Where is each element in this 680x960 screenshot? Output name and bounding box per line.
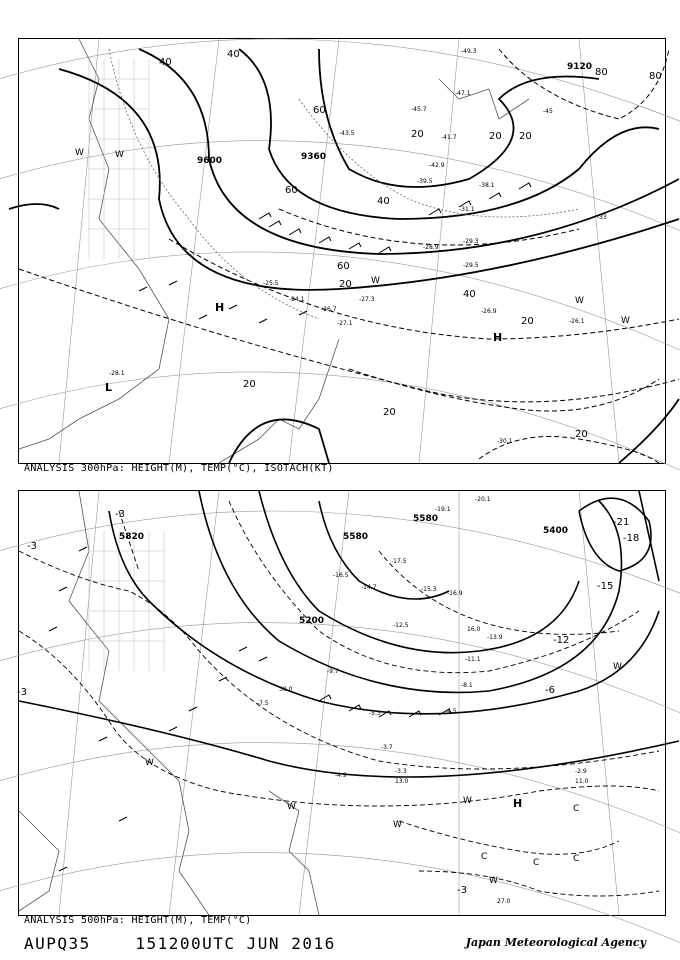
wind-barbs xyxy=(139,183,531,323)
height-labels xyxy=(197,62,592,166)
svg-text:W: W xyxy=(613,662,622,672)
svg-text:-6: -6 xyxy=(545,685,555,696)
svg-text:-12: -12 xyxy=(553,635,570,646)
svg-text:-27.3: -27.3 xyxy=(359,296,375,303)
svg-text:W: W xyxy=(145,758,154,768)
agency-name: Japan Meteorological Agency xyxy=(465,936,646,949)
svg-text:W: W xyxy=(287,802,296,812)
svg-text:20: 20 xyxy=(243,379,256,390)
graticule xyxy=(0,491,680,951)
svg-text:-20.1: -20.1 xyxy=(475,496,491,503)
isotach-contours xyxy=(19,49,679,463)
svg-text:W: W xyxy=(75,148,84,158)
svg-text:20: 20 xyxy=(519,131,532,142)
svg-text:60: 60 xyxy=(313,105,326,116)
svg-text:60: 60 xyxy=(337,261,350,272)
svg-text:-16.5: -16.5 xyxy=(333,572,349,579)
height-label-9600: 9600 xyxy=(197,156,223,166)
coastline xyxy=(19,491,319,915)
svg-text:-11.1: -11.1 xyxy=(465,656,481,663)
warm-centers xyxy=(75,148,630,326)
high-pressure-center: H xyxy=(493,331,503,344)
svg-text:-13.9: -13.9 xyxy=(487,634,503,641)
svg-text:20: 20 xyxy=(489,131,502,142)
svg-text:W: W xyxy=(621,316,630,326)
svg-text:-17.5: -17.5 xyxy=(391,558,407,565)
svg-text:-28.9: -28.9 xyxy=(423,244,439,251)
svg-text:-18: -18 xyxy=(623,533,640,544)
hatched-area xyxy=(89,531,164,671)
map-300hpa xyxy=(18,38,666,464)
svg-text:W: W xyxy=(463,796,472,806)
temp-values xyxy=(109,48,607,445)
height-label-9120: 9120 xyxy=(567,62,593,72)
svg-text:-4.5: -4.5 xyxy=(445,708,457,715)
svg-text:-4.9: -4.9 xyxy=(335,772,347,779)
svg-text:80: 80 xyxy=(595,67,608,78)
coastline xyxy=(19,39,529,463)
svg-text:-3: -3 xyxy=(457,885,467,896)
svg-text:W: W xyxy=(575,296,584,306)
height-labels xyxy=(119,514,568,626)
svg-text:W: W xyxy=(393,820,402,830)
svg-text:-30.1: -30.1 xyxy=(497,438,513,445)
caption-300hpa: ANALYSIS 300hPa: HEIGHT(M), TEMP(°C), ISOTACH(KT) xyxy=(24,463,334,474)
svg-text:30.0: 30.0 xyxy=(279,686,293,693)
svg-text:-24.1: -24.1 xyxy=(289,296,305,303)
svg-text:-42.9: -42.9 xyxy=(429,162,445,169)
height-label-5580: 5580 xyxy=(343,532,369,542)
svg-text:-14.7: -14.7 xyxy=(361,584,377,591)
svg-text:C: C xyxy=(533,858,540,868)
svg-text:-15.3: -15.3 xyxy=(421,586,437,593)
svg-text:-3: -3 xyxy=(115,509,125,520)
height-label-9360: 9360 xyxy=(301,152,327,162)
svg-text:C: C xyxy=(573,854,580,864)
svg-text:80: 80 xyxy=(649,71,662,82)
svg-text:-12.5: -12.5 xyxy=(393,622,409,629)
svg-text:40: 40 xyxy=(463,289,476,300)
svg-text:11.0: 11.0 xyxy=(575,778,589,785)
svg-text:-3: -3 xyxy=(27,541,37,552)
svg-text:-2.9: -2.9 xyxy=(575,768,587,775)
svg-text:-5.3: -5.3 xyxy=(369,710,381,717)
height-label-5400: 5400 xyxy=(543,526,569,536)
svg-text:-9.7: -9.7 xyxy=(327,668,339,675)
svg-text:-39.5: -39.5 xyxy=(417,178,433,185)
svg-text:-28.1: -28.1 xyxy=(109,370,125,377)
high-pressure-center: H xyxy=(513,797,523,810)
svg-text:-26.9: -26.9 xyxy=(481,308,497,315)
high-pressure-center: H xyxy=(215,301,225,314)
svg-text:-26.7: -26.7 xyxy=(321,306,337,313)
map-500hpa xyxy=(18,490,666,916)
svg-text:-21: -21 xyxy=(613,517,630,528)
height-label-5820: 5820 xyxy=(119,532,145,542)
svg-text:13.0: 13.0 xyxy=(395,778,409,785)
chart-code: AUPQ35 xyxy=(24,934,91,953)
svg-text:-29.3: -29.3 xyxy=(463,238,479,245)
svg-text:-29.5: -29.5 xyxy=(463,262,479,269)
graticule xyxy=(0,39,680,479)
svg-text:-38.1: -38.1 xyxy=(479,182,495,189)
svg-text:C: C xyxy=(573,804,580,814)
map-500hpa-canvas xyxy=(19,491,665,915)
svg-text:20: 20 xyxy=(411,129,424,140)
temp-contours xyxy=(19,501,659,896)
svg-text:-45: -45 xyxy=(543,108,553,115)
pressure-centers xyxy=(513,797,522,810)
svg-text:20: 20 xyxy=(339,279,352,290)
svg-text:-3.3: -3.3 xyxy=(395,768,407,775)
svg-text:-15: -15 xyxy=(597,581,614,592)
pressure-centers xyxy=(105,301,502,394)
svg-text:-33: -33 xyxy=(597,214,607,221)
svg-text:40: 40 xyxy=(159,57,172,68)
svg-text:W: W xyxy=(371,276,380,286)
map-300hpa-canvas xyxy=(19,39,665,463)
svg-text:W: W xyxy=(489,876,498,886)
svg-text:C: C xyxy=(481,852,488,862)
svg-text:-25.5: -25.5 xyxy=(263,280,279,287)
svg-text:-45.7: -45.7 xyxy=(411,106,427,113)
svg-text:27.0: 27.0 xyxy=(497,898,511,905)
svg-text:40: 40 xyxy=(377,196,390,207)
svg-text:-7.5: -7.5 xyxy=(257,700,269,707)
svg-text:16.0: 16.0 xyxy=(467,626,481,633)
caption-500hpa: ANALYSIS 500hPa: HEIGHT(M), TEMP(°C) xyxy=(24,915,252,926)
svg-text:60: 60 xyxy=(285,185,298,196)
svg-text:20: 20 xyxy=(383,407,396,418)
svg-text:-41.7: -41.7 xyxy=(441,134,457,141)
height-contours xyxy=(9,49,679,463)
chart-datetime: 151200UTC JUN 2016 xyxy=(135,934,336,953)
svg-text:-27.1: -27.1 xyxy=(337,320,353,327)
svg-text:-3.7: -3.7 xyxy=(381,744,393,751)
svg-text:20: 20 xyxy=(521,316,534,327)
svg-text:20: 20 xyxy=(575,429,588,440)
svg-text:40: 40 xyxy=(227,49,240,60)
svg-text:-16.9: -16.9 xyxy=(447,590,463,597)
svg-text:-31.1: -31.1 xyxy=(459,206,475,213)
svg-text:-8.1: -8.1 xyxy=(461,682,473,689)
low-pressure-center: L xyxy=(105,381,113,394)
svg-text:-19.1: -19.1 xyxy=(435,506,451,513)
chart-identifier xyxy=(24,934,336,953)
height-label-5200: 5200 xyxy=(299,616,325,626)
svg-text:-47.1: -47.1 xyxy=(455,90,471,97)
svg-text:-43.5: -43.5 xyxy=(339,130,355,137)
svg-text:-3: -3 xyxy=(17,687,27,698)
height-label-5580: 5580 xyxy=(413,514,439,524)
svg-text:W: W xyxy=(115,150,124,160)
svg-text:-26.1: -26.1 xyxy=(569,318,585,325)
svg-text:-49.3: -49.3 xyxy=(461,48,477,55)
